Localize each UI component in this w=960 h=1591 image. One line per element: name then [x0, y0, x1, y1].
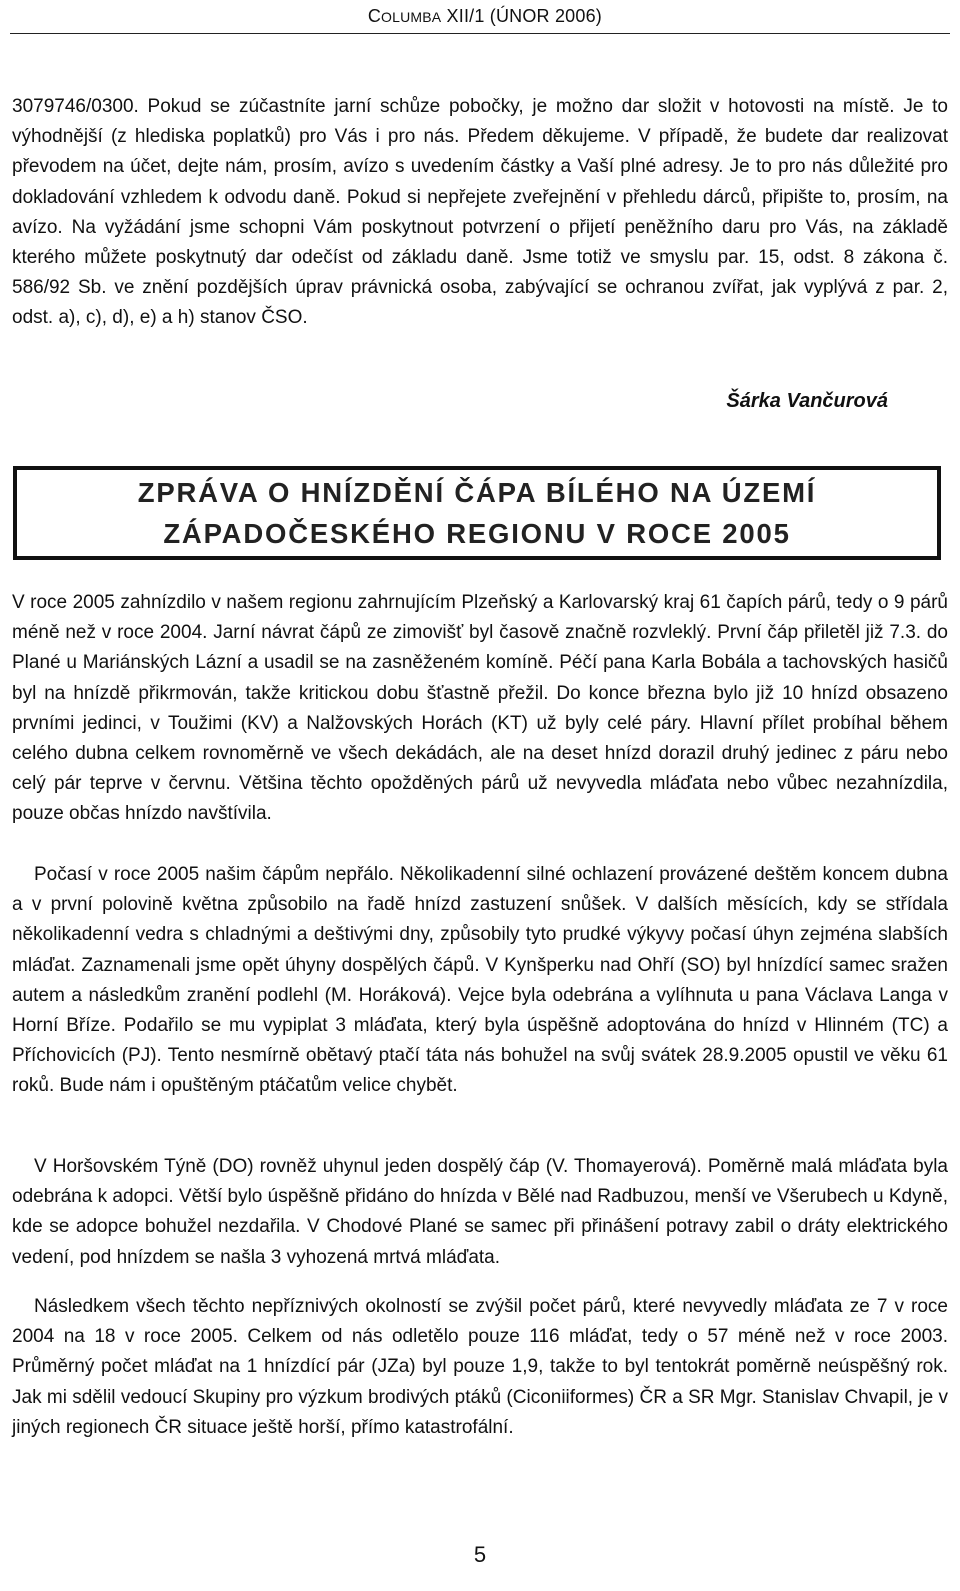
running-header [368, 6, 602, 27]
article-title [138, 472, 817, 554]
article-paragraph-1: V roce 2005 zahnízdilo v našem regionu zahrnujícím Plzeňský a Karlovarský kraj 61 čapích párů, tedy o 9 párů méně než v roce 2004. Jarní návrat čápů ze zimovišť byl časově značně rozvleklý. První čáp přiletěl již 7.3. do Plané u Mariánských Lázní a usadil se na zasněženém komíně. Péčí pana Karla Bobála a tachovských hasičů byl na hnízdě přikrmován, takže kritickou dobu šťastně přežil. Do konce března bylo již 10 hnízd obsazeno prvními jedinci, v Toužimi (KV) a Nalžovských Horách (KT) už byly celé páry. Hlavní přílet probíhal během celého dubna celkem rovnoměrně ve všech dekádách, ale na deset hnízd dorazil druhý jedinec z páru nebo celý pár teprve v červnu. Většina těchto opožděných párů už nevyvedla mláďata nebo vůbec nezahnízdila, pouze občas hnízdo navštívila. [12, 592, 948, 825]
intro-paragraph: 3079746/0300. Pokud se zúčastníte jarní schůze pobočky, je možno dar složit v hotovosti na místě. Je to výhodnější (z hlediska poplatků) pro Vás i pro nás. Předem děkujeme. V případě, že budete dar realizovat převodem na účet, dejte nám, prosím, avízo s uvedením částky a Vaší plné adresy. Je to pro nás důležité pro dokladování vzhledem k odvodu daně. Pokud si nepřejete zveřejnění v přehledu dárců, připište to, prosím, na avízo. Na vyžádání jsme schopni Vám poskytnout potvrzení o přijetí peněžního daru pro Vás, na základě kterého můžete poskytnutý dar odečíst od základu daně. Jsme totiž ve smyslu par. 15, odst. 8 zákona č. 586/92 Sb. ve znění pozdějších úprav právnická osoba, zabývající se ochranou zvířat, jak vyplývá z par. 2, odst. a), c), d), e) a h) stanov ČSO. [12, 96, 948, 329]
journal-initial: C [367, 6, 382, 26]
author-signature: Šárka Vančurová [726, 390, 888, 412]
issue-info: XII/1 (ÚNOR 2006) [441, 6, 602, 26]
article-paragraph-2: Počasí v roce 2005 našim čápům nepřálo. Několikadenní silné ochlazení provázené deštěm koncem dubna a v první polovině května způsobilo na řadě hnízd zastuzení snůšek. V dalších měsících, kdy se střídala několikadenní vedra s chladnými a deštivými dny, způsobily tyto prudké výkyvy počasí úhyn zejména slabších mláďat. Zaznamenali jsme opět úhyny dospělých čápů. V Kynšperku nad Ohří (SO) byl hnízdící samec sražen autem a následkům zranění podlehl (M. Horáková). Vejce byla odebrána a vylíhnuta u pana Václava Langa v Horní Bříze. Podařilo se mu vypiplat 3 mláďata, který byla úspěšně adoptována do hnízd v Hlinném (TC) a Příchovicích (PJ). Tento nesmírně obětavý ptačí táta nás bohužel na svůj svátek 28.9.2005 opustil ve věku 61 roků. Bude nám i opuštěným ptáčatům velice chybět. [12, 864, 948, 1097]
page-number: 5 [473, 1542, 487, 1567]
article-paragraph-3: V Horšovském Týně (DO) rovněž uhynul jeden dospělý čáp (V. Thomayerová). Poměrně malá mláďata byla odebrána k adopci. Větší bylo úspěšně přidáno do hnízda v Bělé nad Radbuzou, menší ve Všerubech u Kdyně, kde se adopce bohužel nezdařila. V Chodové Plané se samec při přinášení potravy zabil o dráty elektrického vedení, pod hnízdem se našla 3 vyhozená mrtvá mláďata. [12, 1156, 948, 1268]
title-line-2: ZÁPADOČESKÉHO REGIONU V ROCE 2005 [163, 518, 791, 549]
article-paragraph-4: Následkem všech těchto nepříznivých okolností se zvýšil počet párů, které nevyvedly mláďata ze 7 v roce 2004 na 18 v roce 2005. Celkem od nás odletělo pouze 116 mláďat, tedy o 57 méně než v roce 2003. Průměrný počet mláďat na 1 hnízdící pár (JZa) byl pouze 1,9, takže to byl tentokrát poměrně neúspěšný rok. Jak mi sdělil vedoucí Skupiny pro výzkum brodivých ptáků (Ciconiiformes) ČR a SR Mgr. Stanislav Chvapil, je v jiných regionech ČR situace ještě horší, přímo katastrofální. [12, 1296, 948, 1438]
title-line-1: ZPRÁVA O HNÍZDĚNÍ ČÁPA BÍLÉHO NA ÚZEMÍ [137, 477, 817, 508]
article-title-box [13, 466, 941, 560]
journal-smallcaps: OLUMBA [381, 9, 442, 25]
header-rule [10, 33, 950, 34]
